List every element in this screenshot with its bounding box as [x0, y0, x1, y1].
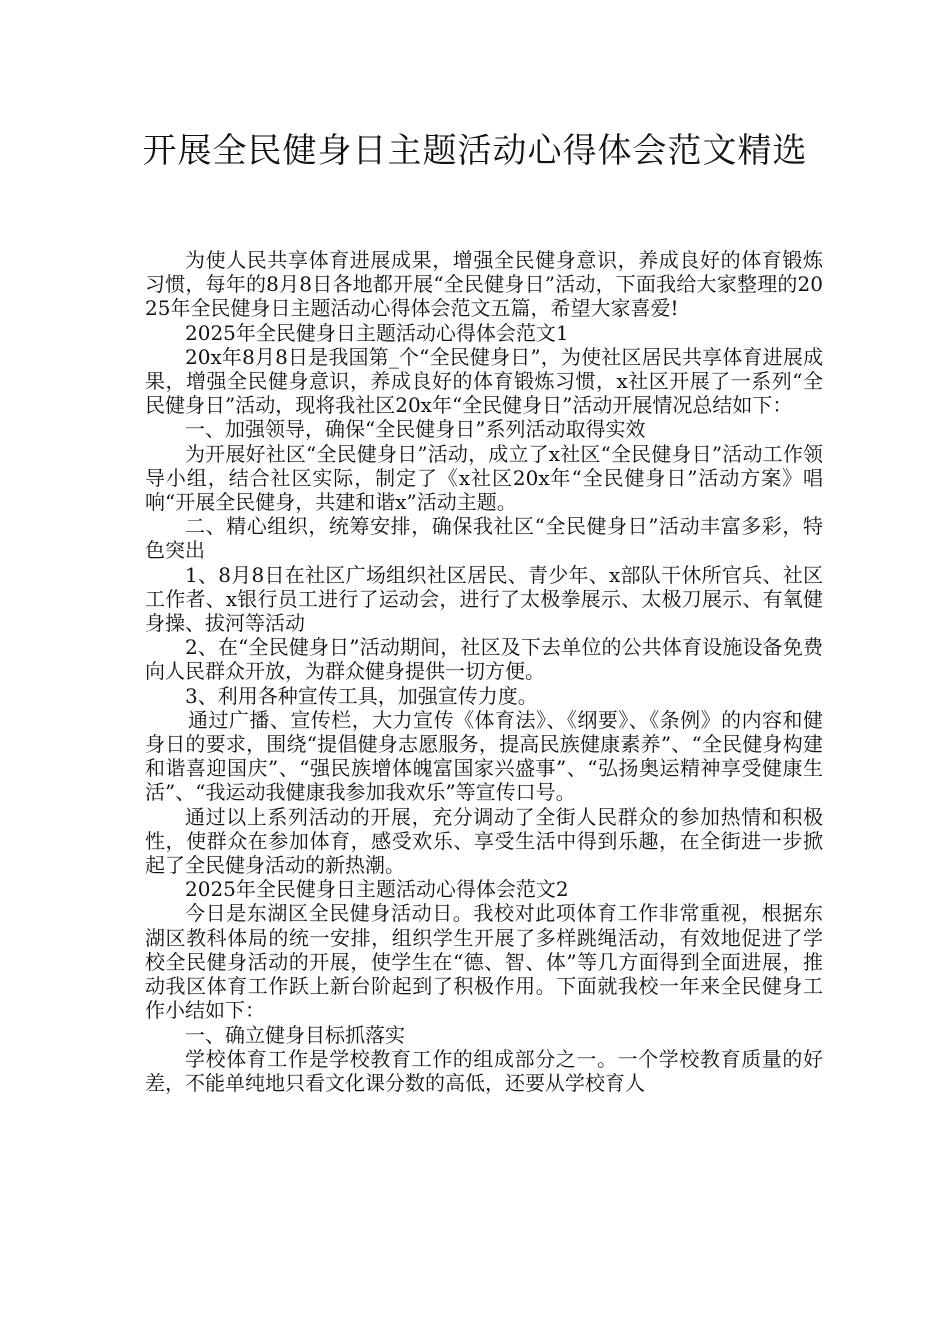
essay-1-list-item: 3、利用各种宣传工具，加强宣传力度。 [185, 683, 538, 708]
essay-1-heading-1: 一、加强领导，确保“全民健身日”系列活动取得实效 [185, 417, 646, 442]
essay-1-paragraph: 20x年8月8日是我国第_个“全民健身日”，为使社区居民共享体育进展成果，增强全民健身意识，养成良好的体育锻炼习惯，x社区开展了一系列“全民健身日”活动，现将我社区20x年“全民健身日”活动开展情况总结如下： [145, 344, 823, 418]
essay-1-heading-2: 二、精心组织，统筹安排，确保我社区“全民健身日”活动丰富多彩，特色突出 [145, 514, 823, 563]
essay-2-paragraph: 今日是东湖区全民健身活动日。我校对此项体育工作非常重视，根据东湖区教科体局的统一安排，组织学生开展了多样跳绳活动，有效地促进了学校全民健身活动的开展，使学生在“德、智、体”等几方面得到全面进展，推动我区体育工作跃上新台阶起到了积极作用。下面就我校一年来全民健身工作小结如下： [145, 901, 823, 1023]
document-body [145, 248, 823, 1095]
essay-2-paragraph: 学校体育工作是学校教育工作的组成部分之一。一个学校教育质量的好差，不能单纯地只看文化课分数的高低，还要从学校育人 [145, 1046, 823, 1095]
essay-1-conclusion: 通过以上系列活动的开展，充分调动了全街人民群众的参加热情和积极性，使群众在参加体育，感受欢乐、享受生活中得到乐趣，在全街进一步掀起了全民健身活动的新热潮。 [145, 804, 823, 878]
intro-paragraph: 为使人民共享体育进展成果，增强全民健身意识，养成良好的体育锻炼习惯，每年的8月8日各地都开展“全民健身日”活动，下面我给大家整理的2025年全民健身日主题活动心得体会范文五篇，希望大家喜爱! [145, 248, 823, 321]
essay-1-list-item: 2、在“全民健身日”活动期间，社区及下去单位的公共体育设施设备免费向人民群众开放，为群众健身提供一切方便。 [145, 635, 823, 684]
essay-1-paragraph: 为开展好社区“全民健身日”活动，成立了x社区“全民健身日”活动工作领导小组，结合社区实际，制定了《x社区20x年“全民健身日”活动方案》唱响“开展全民健身，共建和谐x”活动主题。 [145, 441, 823, 515]
document-title: 开展全民健身日主题活动心得体会范文精选 [142, 131, 808, 171]
essay-1-paragraph: 通过广播、宣传栏，大力宣传《体育法》、《纲要》、《条例》的内容和健身日的要求，围绕“提倡健身志愿服务，提高民族健康素养”、“全民健身构建和谐喜迎国庆”、“强民族增体魄富国家兴盛事”、“弘扬奥运精神享受健康生活”、“我运动我健康我参加我欢乐”等宣传口号。 [145, 707, 823, 805]
essay-1-list-item: 1、8月8日在社区广场组织社区居民、青少年、x部队干休所官兵、社区工作者、x银行员工进行了运动会，进行了太极拳展示、太极刀展示、有氧健身操、拔河等活动 [145, 562, 823, 636]
section-heading-essay-1: 2025年全民健身日主题活动心得体会范文1 [185, 320, 569, 345]
section-heading-essay-2: 2025年全民健身日主题活动心得体会范文2 [185, 877, 569, 902]
essay-2-heading-1: 一、确立健身目标抓落实 [185, 1022, 405, 1047]
